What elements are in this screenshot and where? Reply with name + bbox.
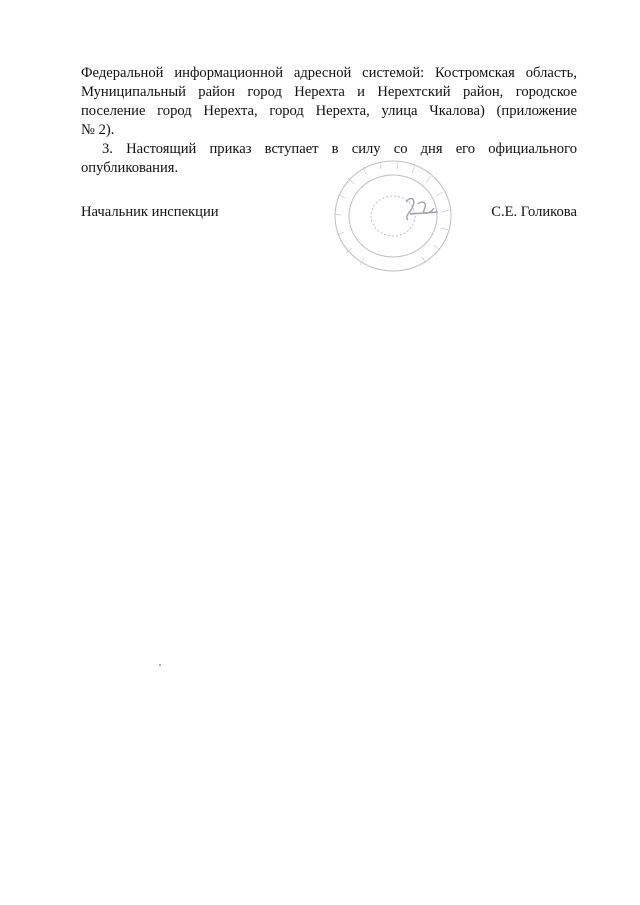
text-line: Федеральной информационной адресной системой: Костромская область, xyxy=(81,65,577,81)
paragraph-2-continuation xyxy=(81,64,577,140)
text-line: Муниципальный район город Нерехта и Нерехтский район, городское xyxy=(81,84,577,100)
official-seal-icon xyxy=(318,158,468,278)
text-line: № 2). xyxy=(81,122,115,138)
text-line: 3. Настоящий приказ вступает в силу со дня его официального xyxy=(102,141,577,157)
scan-speck xyxy=(159,664,161,666)
text-line: опубликования. xyxy=(81,160,179,176)
signature-name: С.Е. Голикова xyxy=(491,204,577,220)
text-line: поселение город Нерехта, город Нерехта, улица Чкалова) (приложение xyxy=(81,103,577,119)
signature-position: Начальник инспекции xyxy=(81,204,219,220)
